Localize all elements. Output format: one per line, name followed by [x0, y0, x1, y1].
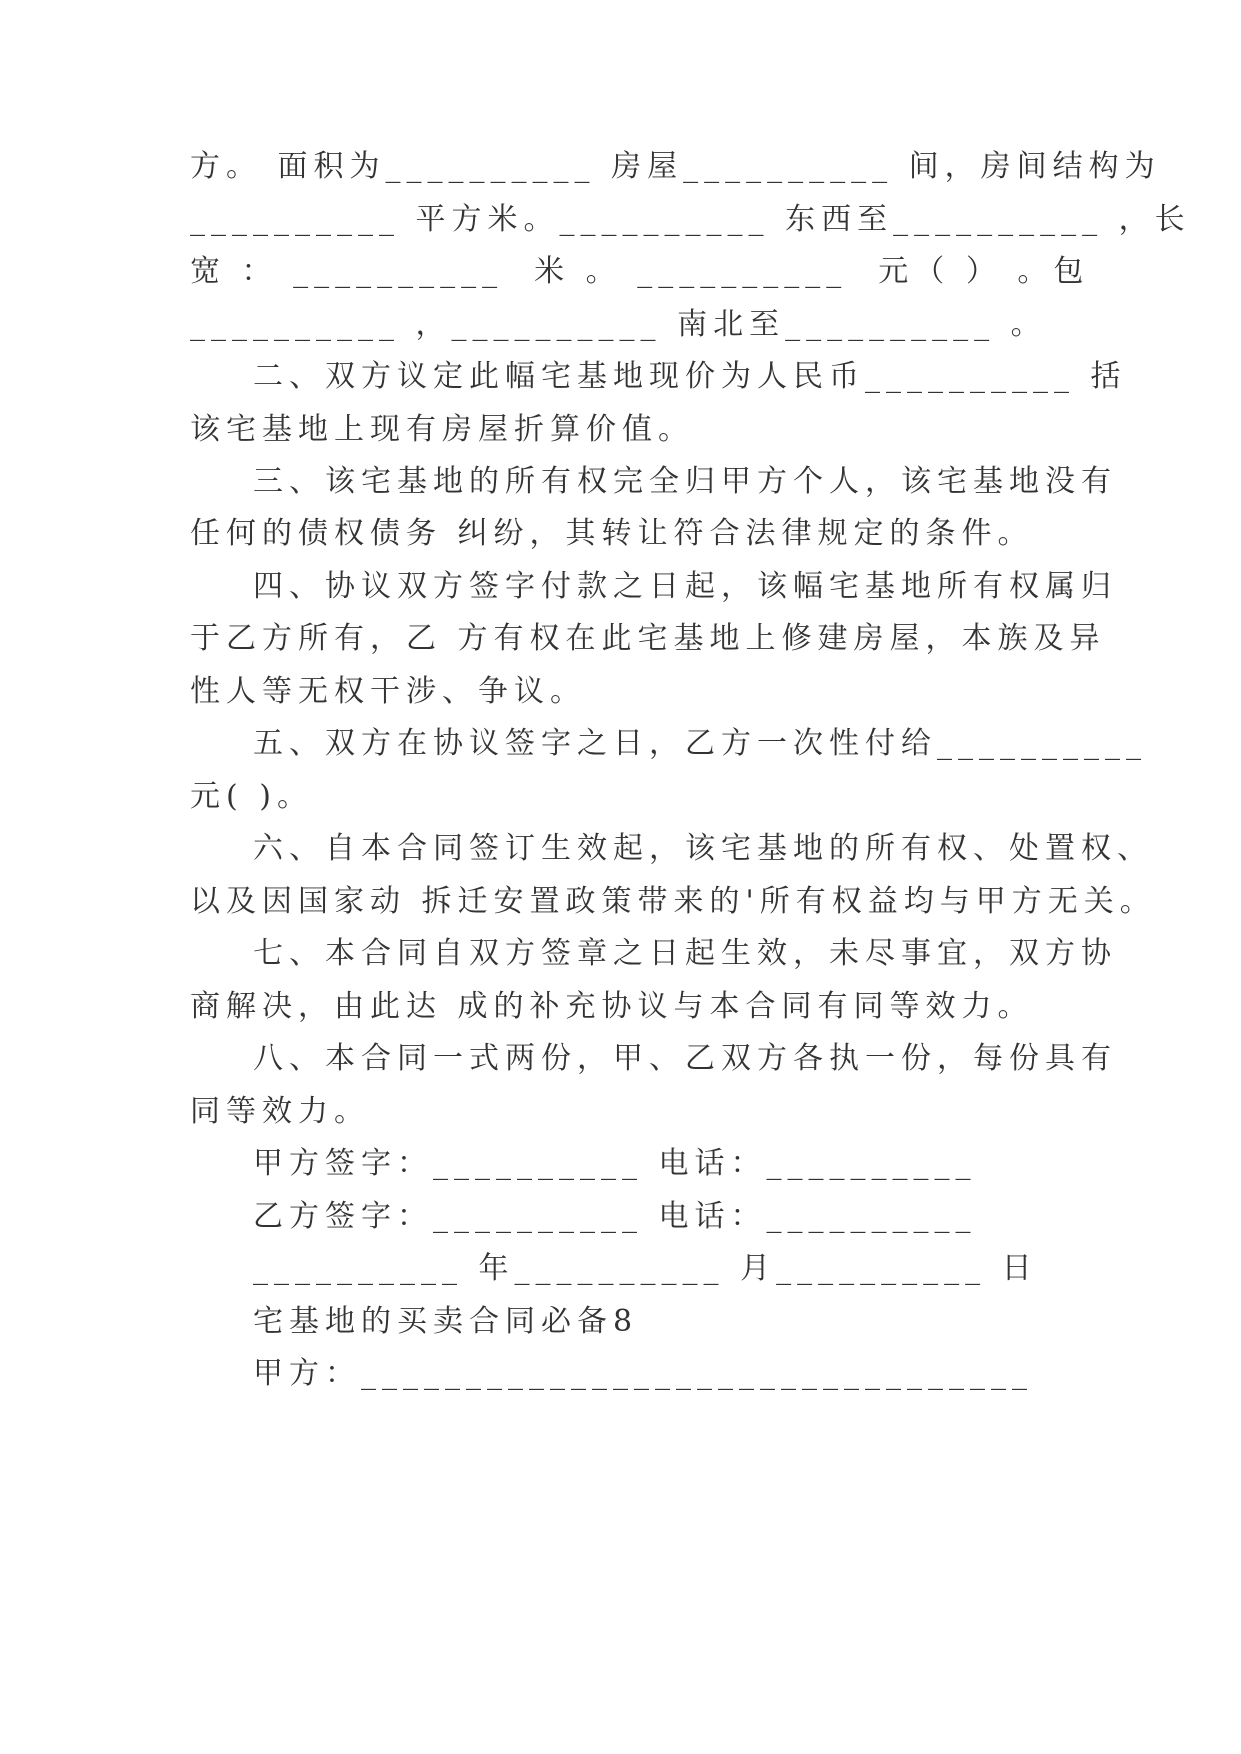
party-a-line: 甲方：________________________________ [253, 1356, 1033, 1391]
clause-2: 二、双方议定此幅宅基地现价为人民币__________ 括 [253, 359, 1127, 394]
clause-4: 四、协议双方签字付款之日起，该幅宅基地所有权属归 [253, 569, 1117, 604]
date-line: __________ 年__________ 月__________ 日 [253, 1251, 1038, 1286]
text-line: 宽 ： __________ 米 。 __________ 元（ ） 。包 [190, 254, 1090, 289]
text-line: 任何的债权债务 纠纷，其转让符合法律规定的条件。 [190, 516, 1034, 551]
text-line: 以及因国家动 拆迁安置政策带来的'所有权益均与甲方无关。 [190, 884, 1156, 919]
clause-3: 三、该宅基地的所有权完全归甲方个人，该宅基地没有 [253, 464, 1117, 499]
clause-8: 八、本合同一式两份，甲、乙双方各执一份，每份具有 [253, 1041, 1117, 1076]
section-heading: 宅基地的买卖合同必备8 [253, 1304, 639, 1339]
clause-5: 五、双方在协议签字之日，乙方一次性付给__________ [253, 726, 1147, 761]
party-a-signature-line: 甲方签字：__________ 电话：__________ [253, 1146, 977, 1181]
clause-7: 七、本合同自双方签章之日起生效，未尽事宜，双方协 [253, 936, 1117, 971]
text-line: 元( )。 [190, 779, 313, 814]
party-b-signature-line: 乙方签字：__________ 电话：__________ [253, 1199, 977, 1234]
clause-6: 六、自本合同签订生效起，该宅基地的所有权、处置权、 [253, 831, 1153, 866]
text-line: 于乙方所有，乙 方有权在此宅基地上修建房屋，本族及异 [190, 621, 1106, 656]
text-line: 方。 面积为__________ 房屋__________ 间，房间结构为 [190, 149, 1161, 184]
text-line: 商解决，由此达 成的补充协议与本合同有同等效力。 [190, 989, 1034, 1024]
text-line: __________ ，__________ 南北至__________ 。 [190, 307, 1047, 342]
text-line: 性人等无权干涉、争议。 [190, 674, 586, 709]
text-line: 同等效力。 [190, 1094, 370, 1129]
text-line: __________ 平方米。__________ 东西至__________ ，长 [190, 202, 1191, 237]
text-line: 该宅基地上现有房屋折算价值。 [190, 412, 694, 447]
